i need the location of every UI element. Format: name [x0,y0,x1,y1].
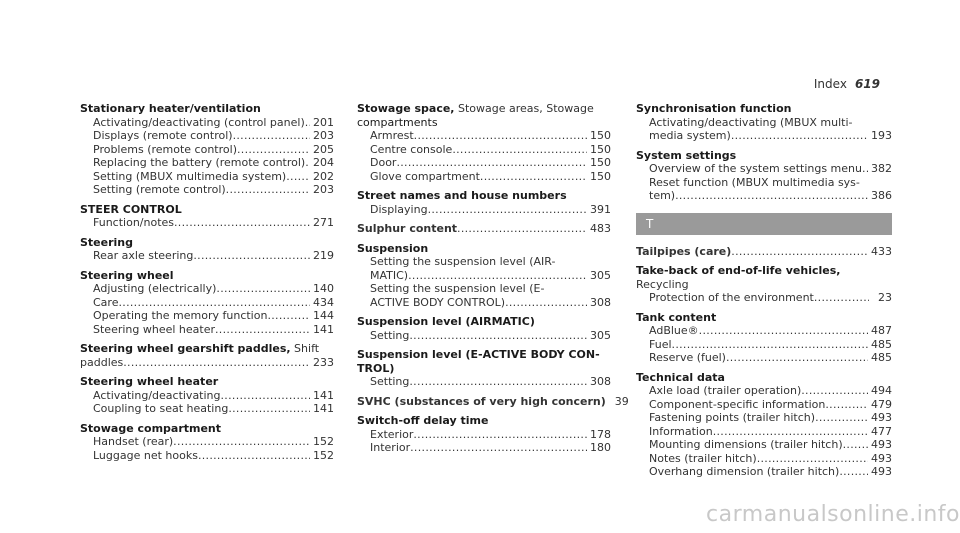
index-subentry[interactable] [636,411,892,425]
page-ref[interactable]: 201 [313,115,334,129]
page-ref[interactable]: 152 [313,435,334,448]
index-subentry[interactable] [80,435,334,449]
subentry-text: Luggage net hooks [93,448,198,462]
page-ref[interactable]: 305 [590,268,611,282]
page-ref[interactable]: 150 [590,156,611,169]
page-ref[interactable]: 391 [590,202,611,216]
subentry-text-line: Setting the suspension level (AIR- [370,255,556,268]
index-entry [636,149,892,203]
index-subentry[interactable] [636,291,892,305]
heading-text: Switch-off delay time [357,414,489,427]
page-header [814,77,880,91]
subentry-text: Glove compartment [370,169,480,183]
subentry-text: Setting [370,375,410,388]
page-ref[interactable]: 141 [313,322,334,336]
page-ref[interactable]: 39 [614,394,629,408]
dot-leader [226,183,310,197]
heading-text: Sulphur content [357,222,458,235]
page-ref[interactable]: 141 [313,402,334,415]
page-ref[interactable]: 493 [871,411,892,424]
index-heading [80,269,334,283]
subentry-text: Displaying [370,202,428,216]
index-heading [357,348,611,362]
index-heading-line[interactable] [636,245,892,259]
index-subentry[interactable] [357,156,611,170]
dot-leader [173,435,310,449]
index-entry [357,414,611,455]
heading-text: Synchronisation function [636,102,792,115]
dot-leader [216,282,310,296]
page-ref[interactable]: 152 [313,448,334,462]
subentry-text: Replacing the battery (remote control) [93,156,306,169]
dot-leader [505,296,587,310]
dot-leader [713,425,868,439]
dot-leader [233,129,310,143]
index-heading [80,102,334,116]
index-entry [357,315,611,342]
heading-text: Street names and house numbers [357,189,567,202]
subentry-text: Coupling to seat heating [93,402,229,415]
subentry-text: Overview of the system settings menu [649,162,862,175]
heading-text: Suspension [357,241,429,255]
dot-leader [757,452,868,466]
heading-text: System settings [636,148,737,162]
index-heading [357,242,611,256]
subentry-text: Fastening points (trailer hitch) [649,411,816,424]
index-entry [80,422,334,463]
dot-leader [825,398,868,412]
page-ref[interactable]: 271 [313,216,334,229]
index-heading-line[interactable] [357,394,629,409]
page-ref[interactable]: 144 [313,309,334,322]
index-column-3 [636,102,892,485]
subentry-text: Steering wheel heater [93,322,215,336]
heading-text: Stationary heater/ventilation [80,102,261,115]
heading-text: Steering wheel heater [80,375,219,388]
index-subentry[interactable] [357,375,611,389]
dot-leader [286,170,310,184]
subentry-text-line: Activating/deactivating (MBUX multi- [649,115,853,129]
page-ref[interactable]: 140 [313,282,334,295]
index-subentry[interactable] [80,296,334,310]
page-ref[interactable]: 23 [878,291,892,304]
page-ref[interactable]: 205 [313,142,334,156]
page-ref[interactable]: 483 [590,222,611,235]
subentry-text: Interior [370,441,411,454]
heading-text: SVHC (substances of very high concern) [357,394,606,408]
page-number: 619 [854,77,880,91]
subentry-text: Exterior [370,427,414,441]
index-heading [80,422,334,436]
page-ref[interactable]: 150 [590,169,611,183]
index-heading [636,264,892,291]
heading-text: Suspension level (E-ACTIVE BODY CON- [357,348,600,361]
dot-leader [409,329,587,343]
page-ref[interactable]: 233 [313,355,334,369]
dot-leader [118,296,310,310]
subentry-text: Door [370,156,397,169]
dot-leader [215,323,310,337]
index-heading [80,203,334,217]
index-entry [357,348,611,389]
index-entry [357,189,611,216]
heading-text: Tailpipes (care) [636,244,732,258]
dot-leader [228,402,310,416]
index-subentry[interactable] [357,296,611,310]
index-heading [357,189,611,203]
index-heading-line[interactable] [357,222,611,236]
index-subentry[interactable] [636,465,892,479]
index-entry [636,102,892,143]
index-subentry[interactable] [636,438,892,452]
dot-leader [413,428,587,442]
subentry-text: Setting (remote control) [93,183,226,196]
subentry-text: ACTIVE BODY CONTROL) [370,295,506,309]
index-entry [80,236,334,263]
subentry-text: Setting [370,328,410,342]
dot-leader [815,411,868,425]
index-subentry[interactable] [80,170,334,184]
index-subentry[interactable] [80,216,334,230]
index-column-2 [357,102,629,461]
index-subentry[interactable] [636,324,892,338]
index-subentry[interactable] [636,162,892,176]
subentry-text: Mounting dimensions (trailer hitch) [649,438,843,451]
subentry-text: Adjusting (electrically) [93,282,217,295]
subentry-text: Problems (remote control) [93,142,237,156]
page-ref[interactable]: 219 [313,249,334,262]
page-ref[interactable]: 141 [313,388,334,402]
heading-text: TROL) [357,361,395,375]
page-ref[interactable]: 485 [871,337,892,351]
page-ref[interactable]: 150 [590,129,611,142]
subentry-text: Function/notes [93,216,175,229]
page-ref[interactable]: 308 [590,295,611,309]
page-ref[interactable]: 203 [313,129,334,142]
index-entry [636,264,892,305]
heading-extra: Stowage areas, Stowage [454,102,594,115]
index-entry [636,311,892,365]
dot-leader [409,375,587,389]
dot-leader [396,156,587,170]
index-subentry[interactable] [80,183,334,197]
page-ref[interactable]: 433 [871,244,892,258]
dot-leader [408,269,587,283]
index-heading [357,102,611,116]
page-ref[interactable]: 477 [871,424,892,438]
dot-leader [414,129,587,143]
index-subentry[interactable] [357,428,611,442]
page-ref[interactable]: 204 [313,156,334,169]
dot-leader [801,384,868,398]
page-ref[interactable]: 193 [871,129,892,142]
index-subentry[interactable] [357,143,611,157]
index-entry [80,375,334,416]
subentry-text: Information [649,424,713,438]
subentry-text: paddles [80,355,124,369]
index-subentry[interactable] [80,129,334,143]
heading-text: Suspension level (AIRMATIC) [357,315,535,328]
page-ref[interactable]: 203 [313,183,334,196]
subentry-text: Care [93,295,119,309]
page-ref[interactable]: 180 [590,441,611,454]
index-heading [80,342,334,356]
index-subentry[interactable] [357,269,611,283]
subentry-text: Activating/deactivating (control panel) [93,115,305,129]
index-entry [80,203,334,230]
page-ref[interactable]: 493 [871,438,892,451]
dot-leader [452,143,587,157]
dot-leader [839,465,868,479]
letter-divider: T [636,213,892,235]
index-heading [636,102,892,116]
subentry-text-line: Setting the suspension level (E- [370,282,545,295]
subentry-text-line: Reset function (MBUX multimedia sys- [649,175,860,189]
subentry-text: Rear axle steering [93,249,194,262]
page-ref[interactable]: 202 [313,169,334,183]
index-subentry[interactable] [80,156,334,170]
index-subentry[interactable] [636,351,892,365]
dot-leader [675,189,868,203]
heading-extra: Recycling [636,277,689,291]
index-subentry[interactable] [80,402,334,416]
index-column-1 [80,102,334,468]
index-entry [636,245,892,259]
heading-text: Technical data [636,370,725,384]
index-entry [80,269,334,337]
heading-text: Steering wheel [80,268,174,282]
subentry-text: tem) [649,189,676,202]
subentry-text: Handset (rear) [93,435,174,448]
index-entry [357,242,611,310]
dot-leader [457,222,587,236]
subentry-text: Notes (trailer hitch) [649,451,757,465]
index-entry [80,102,334,197]
subentry-text: Displays (remote control) [93,129,233,142]
dot-leader [123,356,310,370]
subentry-text: Component-specific information [649,397,826,411]
dot-leader [814,291,869,305]
index-heading-cont [357,362,611,376]
index-entry [357,102,611,183]
index-subentry[interactable] [357,129,611,143]
dot-leader [237,143,310,157]
subentry-text: Operating the memory function [93,309,268,322]
subentry-text: Setting (MBUX multimedia system) [93,169,287,183]
page-ref[interactable]: 479 [871,397,892,411]
index-entry [80,342,334,369]
dot-leader [174,216,310,230]
index-subentry[interactable] [80,249,334,263]
index-entry [636,371,892,479]
page-ref[interactable]: 308 [590,375,611,388]
dot-leader [428,203,587,217]
dot-leader [198,449,310,463]
index-subentry[interactable] [80,449,334,463]
index-subentry[interactable] [636,425,892,439]
dot-leader [843,438,868,452]
heading-text: STEER CONTROL [80,202,182,216]
dot-leader [193,249,310,263]
index-heading [636,311,892,325]
dot-leader [672,338,868,352]
index-heading [357,414,611,428]
dot-leader [731,245,868,259]
subentry-text: Armrest [370,129,414,142]
dot-leader [480,170,587,184]
index-heading [80,236,334,250]
heading-text: Stowage space, [357,102,455,115]
index-entry [357,222,611,236]
index-subentry[interactable] [80,309,334,323]
dot-leader [221,389,310,403]
index-subentry[interactable] [636,384,892,398]
subentry-text: MATIC) [370,268,409,282]
subentry-text: Overhang dimension (trailer hitch) [649,465,840,478]
subentry-text: Reserve (fuel) [649,351,726,364]
index-subentry[interactable] [357,329,611,343]
page-ref[interactable]: 434 [313,295,334,309]
index-heading [636,149,892,163]
heading-text: Stowage compartment [80,421,222,435]
subentry-text: Centre console [370,142,453,156]
index-subentry[interactable] [80,323,334,337]
index-subentry[interactable] [357,441,611,455]
heading-cont: compartments [357,115,438,129]
subentry-text: media system) [649,129,731,142]
page-ref[interactable]: 305 [590,328,611,342]
index-subentry[interactable] [80,116,334,130]
index-subentry[interactable] [636,129,892,143]
dot-leader [699,324,868,338]
index-subentry[interactable] [357,170,611,184]
index-heading [357,315,611,329]
subentry-text: Protection of the environment [649,291,814,304]
index-heading [80,375,334,389]
page-ref[interactable]: 485 [871,351,892,364]
page-ref[interactable]: 178 [590,427,611,441]
index-subentry[interactable] [357,203,611,217]
page-ref[interactable]: 493 [871,465,892,478]
page-ref[interactable]: 494 [871,384,892,397]
index-subentry[interactable] [80,356,334,370]
header-label: Index [813,77,847,91]
watermark: carmanualsonline.info [706,502,960,527]
subentry-text: Fuel [649,337,672,351]
heading-text: Steering wheel gearshift paddles, [80,342,291,355]
dot-leader [726,351,868,365]
dot-leader [731,129,868,143]
page-ref[interactable]: 487 [871,324,892,337]
index-subentry[interactable] [80,282,334,296]
page-ref[interactable]: 382 [871,162,892,175]
heading-text: Tank content [636,310,717,324]
index-subentry[interactable] [636,398,892,412]
page-ref[interactable]: 386 [871,189,892,202]
index-subentry[interactable] [636,189,892,203]
heading-extra: Shift [290,342,320,355]
index-subentry[interactable] [80,143,334,157]
index-subentry[interactable] [636,338,892,352]
subentry-text: AdBlue® [649,324,699,337]
index-heading [636,371,892,385]
index-entry [357,394,629,409]
heading-text: Take-back of end-of-life vehicles, [636,264,841,277]
subentry-text: Activating/deactivating [93,388,221,402]
dot-leader [267,309,310,323]
index-subentry[interactable] [636,452,892,466]
page-ref[interactable]: 493 [871,451,892,465]
page-ref[interactable]: 150 [590,142,611,156]
subentry-text: Axle load (trailer operation) [649,384,802,397]
index-subentry[interactable] [80,389,334,403]
dot-leader [410,441,587,455]
heading-text: Steering [80,235,134,249]
